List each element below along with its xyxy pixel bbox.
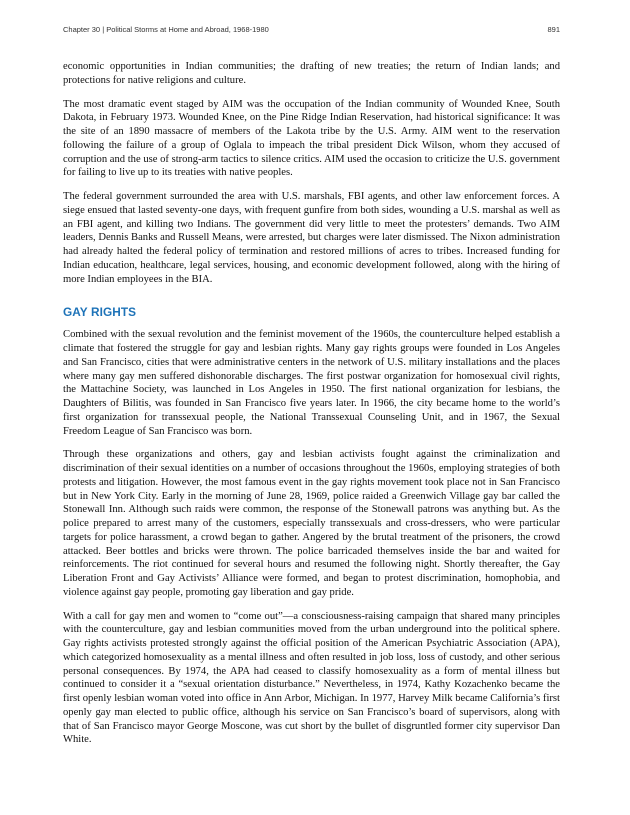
section-heading-gay-rights: GAY RIGHTS [63,305,137,320]
body-text [63,60,560,757]
running-header [63,24,560,36]
paragraph-federal-siege: The federal government surrounded the area with U.S. marshals, FBI agents, and other law enforcement forces. A siege ensued that lasted seventy-one days, with frequent gunfire from both sides, wounding a U.S. marshal as well as an FBI agent, and killing two Indians. The government did very little to meet the protesters’ demands. Two AIM leaders, Dennis Banks and Russell Means, were arrested, but charges were later dismissed. The Nixon administration had already halted the federal policy of termination and restored millions of acres to tribes. Increased funding for Indian education, healthcare, legal services, housing, and economic development followed, along with the hiring of more Indian employees in the BIA. [63,191,560,285]
paragraph-stonewall: Through these organizations and others, gay and lesbian activists fought against the criminalization and discrimination of their sexual identities on a number of occasions throughout the 1960s, employing strategies of both protests and litigation. However, the most famous event in the gay rights movement took place not in San Francisco but in New York City. Early in the morning of June 28, 1969, police raided a Greenwich Village gay bar called the Stonewall Inn. Although such raids were common, the response of the Stonewall patrons was anything but. As the police prepared to arrest many of the customers, especially transsexuals and cross-dressers, who were particular targets for police harassment, a crowd began to gather. Angered by the brutal treatment of the prisoners, the crowd attacked. Beer bottles and bricks were thrown. The police barricaded themselves inside the bar and waited for reinforcements. The riot continued for several hours and resumed the following night. Shortly thereafter, the Gay Liberation Front and Gay Activists’ Alliance were formed, and began to protest discrimination, homophobia, and violence against gay people, promoting gay liberation and gay pride. [63,449,560,598]
paragraph-come-out: With a call for gay men and women to “come out”—a consciousness-raising campaign that shared many principles with the counterculture, gay and lesbian communities moved from the urban underground into the political sphere. Gay rights activists protested strongly against the official position of the American Psychiatric Association (APA), which categorized homosexuality as a mental illness and often resulted in job loss, loss of custody, and other serious personal consequences. By 1974, the APA had ceased to classify homosexuality as a form of mental illness but continued to consider it a “sexual orientation disturbance.” Nevertheless, in 1974, Kathy Kozachenko became the first openly lesbian woman voted into office in Ann Arbor, Michigan. In 1977, Harvey Milk became California’s first openly gay man elected to public office, although his service on San Francisco’s board of supervisors, along with that of San Francisco mayor George Moscone, was cut short by the bullet of disgruntled former city supervisor Dan White. [63,610,560,746]
paragraph-gay-rights-origins: Combined with the sexual revolution and the feminist movement of the 1960s, the counterculture helped establish a climate that fostered the struggle for gay and lesbian rights. Many gay rights groups were founded in Los Angeles and San Francisco, cities that were administrative centers in the network of U.S. military installations and the places where many gay men suffered dishonorable discharges. The first postwar organization for homosexual civil rights, the Mattachine Society, was launched in Los Angeles in 1950. The first national organization for lesbians, the Daughters of Bilitis, was founded in San Francisco five years later. In 1966, the city became home to the world’s first organization for transsexual people, the National Transsexual Counseling Unit, and in 1967, the Sexual Freedom League of San Francisco was born. [63,329,560,437]
paragraph-wounded-knee: The most dramatic event staged by AIM was the occupation of the Indian community of Wounded Knee, South Dakota, in February 1973. Wounded Knee, on the Pine Ridge Indian Reservation, had historical significance: It was the site of an 1890 massacre of members of the Lakota tribe by the U.S. Army. AIM went to the reservation following the failure of a group of Oglala to impeach the tribal president Dick Wilson, whom they accused of corruption and the use of strong-arm tactics to silence critics. AIM used the occasion to criticize the U.S. government for failing to live up to its treaties with native peoples. [63,98,560,179]
chapter-title: Chapter 30 | Political Storms at Home and Abroad, 1968-1980 [63,25,269,34]
page-number: 891 [547,25,560,34]
paragraph-aim-goals: economic opportunities in Indian communities; the drafting of new treaties; the return of Indian lands; and protections for native religions and culture. [63,61,560,86]
